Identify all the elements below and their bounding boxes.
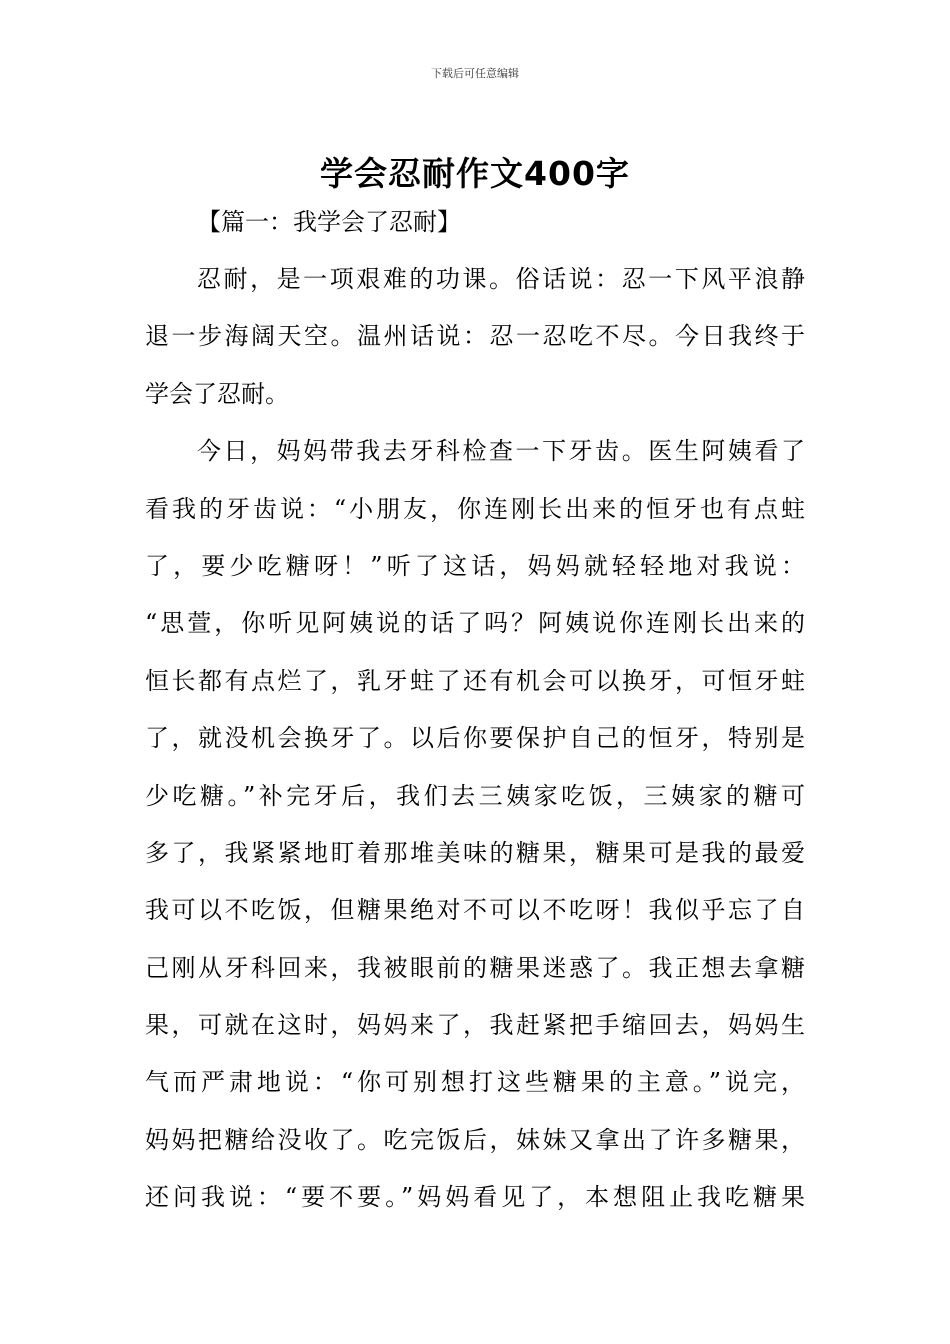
paragraph-line: 多了，我紧紧地盯着那堆美味的糖果，糖果可是我的最爱 (145, 838, 805, 867)
paragraph-1 (145, 251, 805, 423)
section-heading: 【篇一：我学会了忍耐】 (197, 208, 461, 236)
paragraph-line: 妈妈把糖给没收了。吃完饭后，妹妹又拿出了许多糖果， (145, 1125, 805, 1154)
paragraph-line: 气而严肃地说：“你可别想打这些糖果的主意。”说完， (145, 1068, 805, 1097)
paragraph-line: 还问我说：“要不要。”妈妈看见了，本想阻止我吃糖果 (145, 1183, 805, 1212)
paragraph-line: 恒长都有点烂了，乳牙蛀了还有机会可以换牙，可恒牙蛀 (145, 666, 805, 695)
document-title: 学会忍耐作文400字 (320, 154, 630, 194)
paragraph-line: 己刚从牙科回来，我被眼前的糖果迷惑了。我正想去拿糖 (145, 953, 805, 982)
paragraph-line: 我可以不吃饭，但糖果绝对不可以不吃呀！我似乎忘了自 (145, 896, 805, 925)
paragraph-line: 了，就没机会换牙了。以后你要保护自己的恒牙，特别是 (145, 724, 805, 753)
paragraph-line: 学会了忍耐。 (145, 379, 289, 408)
paragraph-2 (145, 423, 805, 1226)
paragraph-line: 忍耐，是一项艰难的功课。俗话说：忍一下风平浪静 (197, 265, 805, 293)
paragraph-line: 果，可就在这时，妈妈来了，我赶紧把手缩回去，妈妈生 (145, 1011, 805, 1040)
paragraph-line: 了，要少吃糖呀！”听了这话，妈妈就轻轻地对我说： (145, 551, 805, 580)
paragraph-line: 少吃糖。”补完牙后，我们去三姨家吃饭，三姨家的糖可 (145, 781, 805, 810)
paragraph-line: 看我的牙齿说：“小朋友，你连刚长出来的恒牙也有点蛀 (145, 494, 805, 523)
paragraph-line: 今日，妈妈带我去牙科检查一下牙齿。医生阿姨看了 (197, 437, 805, 466)
document-body (145, 194, 805, 1227)
paragraph-line: “思萱，你听见阿姨说的话了吗？阿姨说你连刚长出来的 (145, 609, 805, 638)
paragraph-line: 退一步海阔天空。温州话说：忍一忍吃不尽。今日我终于 (145, 322, 805, 351)
header-note: 下载后可任意编辑 (431, 67, 519, 80)
